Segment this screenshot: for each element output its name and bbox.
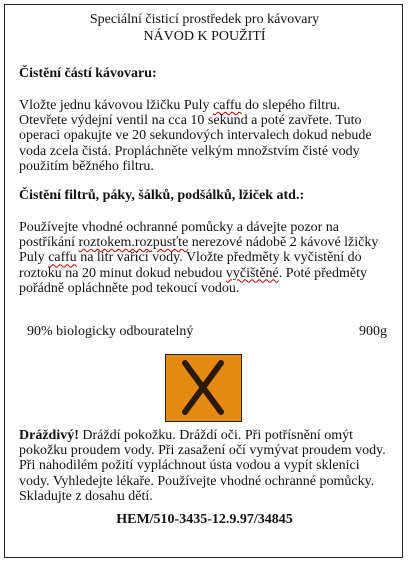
biodegradability-note: 90% biologicky odbouratelný	[27, 324, 194, 339]
section-machine-parts-text: Vložte jednu kávovou lžičku Puly caffu do slepého filtru. Otevřete výdejní ventil na cca 10 sekund a poté zavřete. Tuto operaci opakujte ve 20 sekundových intervalech dokud nebude voda zcela čistá. Propláchněte velkým množstvím čisté vody použitím běžného filtru.	[19, 98, 372, 174]
instructions-heading: NÁVOD K POUŽITÍ	[143, 29, 266, 44]
product-name: Speciální čisticí prostředek pro kávovary	[89, 12, 320, 27]
product-code: HEM/510-3435-12.9.97/34845	[116, 512, 293, 527]
hazard-label: Dráždivý!	[19, 428, 79, 443]
irritant-x-icon	[166, 355, 240, 420]
net-weight: 900g	[359, 324, 387, 339]
brand-name: caffu	[48, 250, 77, 266]
misspelled-word: roztokem.rozpusťte	[78, 235, 189, 251]
section-accessories-text: Používejte vhodné ochranné pomůcky a dávejte pozor na postříkání roztokem.rozpusťte nerezové nádobě 2 kávové lžičky Puly caffu na litr vařící vody. Vložte předměty k vyčistění do roztoku na 20 minut dokud nebudou vyčištěné. Poté předměty pořádně opláchněte pod tekoucí vodou.	[19, 220, 379, 296]
section-accessories-title: Čistění filtrů, páky, šálků, podšálků, lžiček atd.:	[19, 188, 305, 203]
brand-name: caffu	[213, 98, 242, 113]
irritant-hazard-symbol	[165, 354, 242, 422]
hazard-warning-text: Dráždivý! Dráždí pokožku. Dráždí oči. Při potřísnění omýt pokožku proudem vody. Při zasažení očí vymývat proudem vody. Při nahodilém požití vypláchnout ústa vodou a vypít sklenici vody. Vyhledejte lékaře. Používejte vhodné ochranné pomůcky. Skladujte z dosahu dětí.	[19, 428, 386, 504]
misspelled-word: vyčištěné	[225, 265, 279, 281]
section-machine-parts-title: Čistění částí kávovaru:	[19, 66, 157, 81]
